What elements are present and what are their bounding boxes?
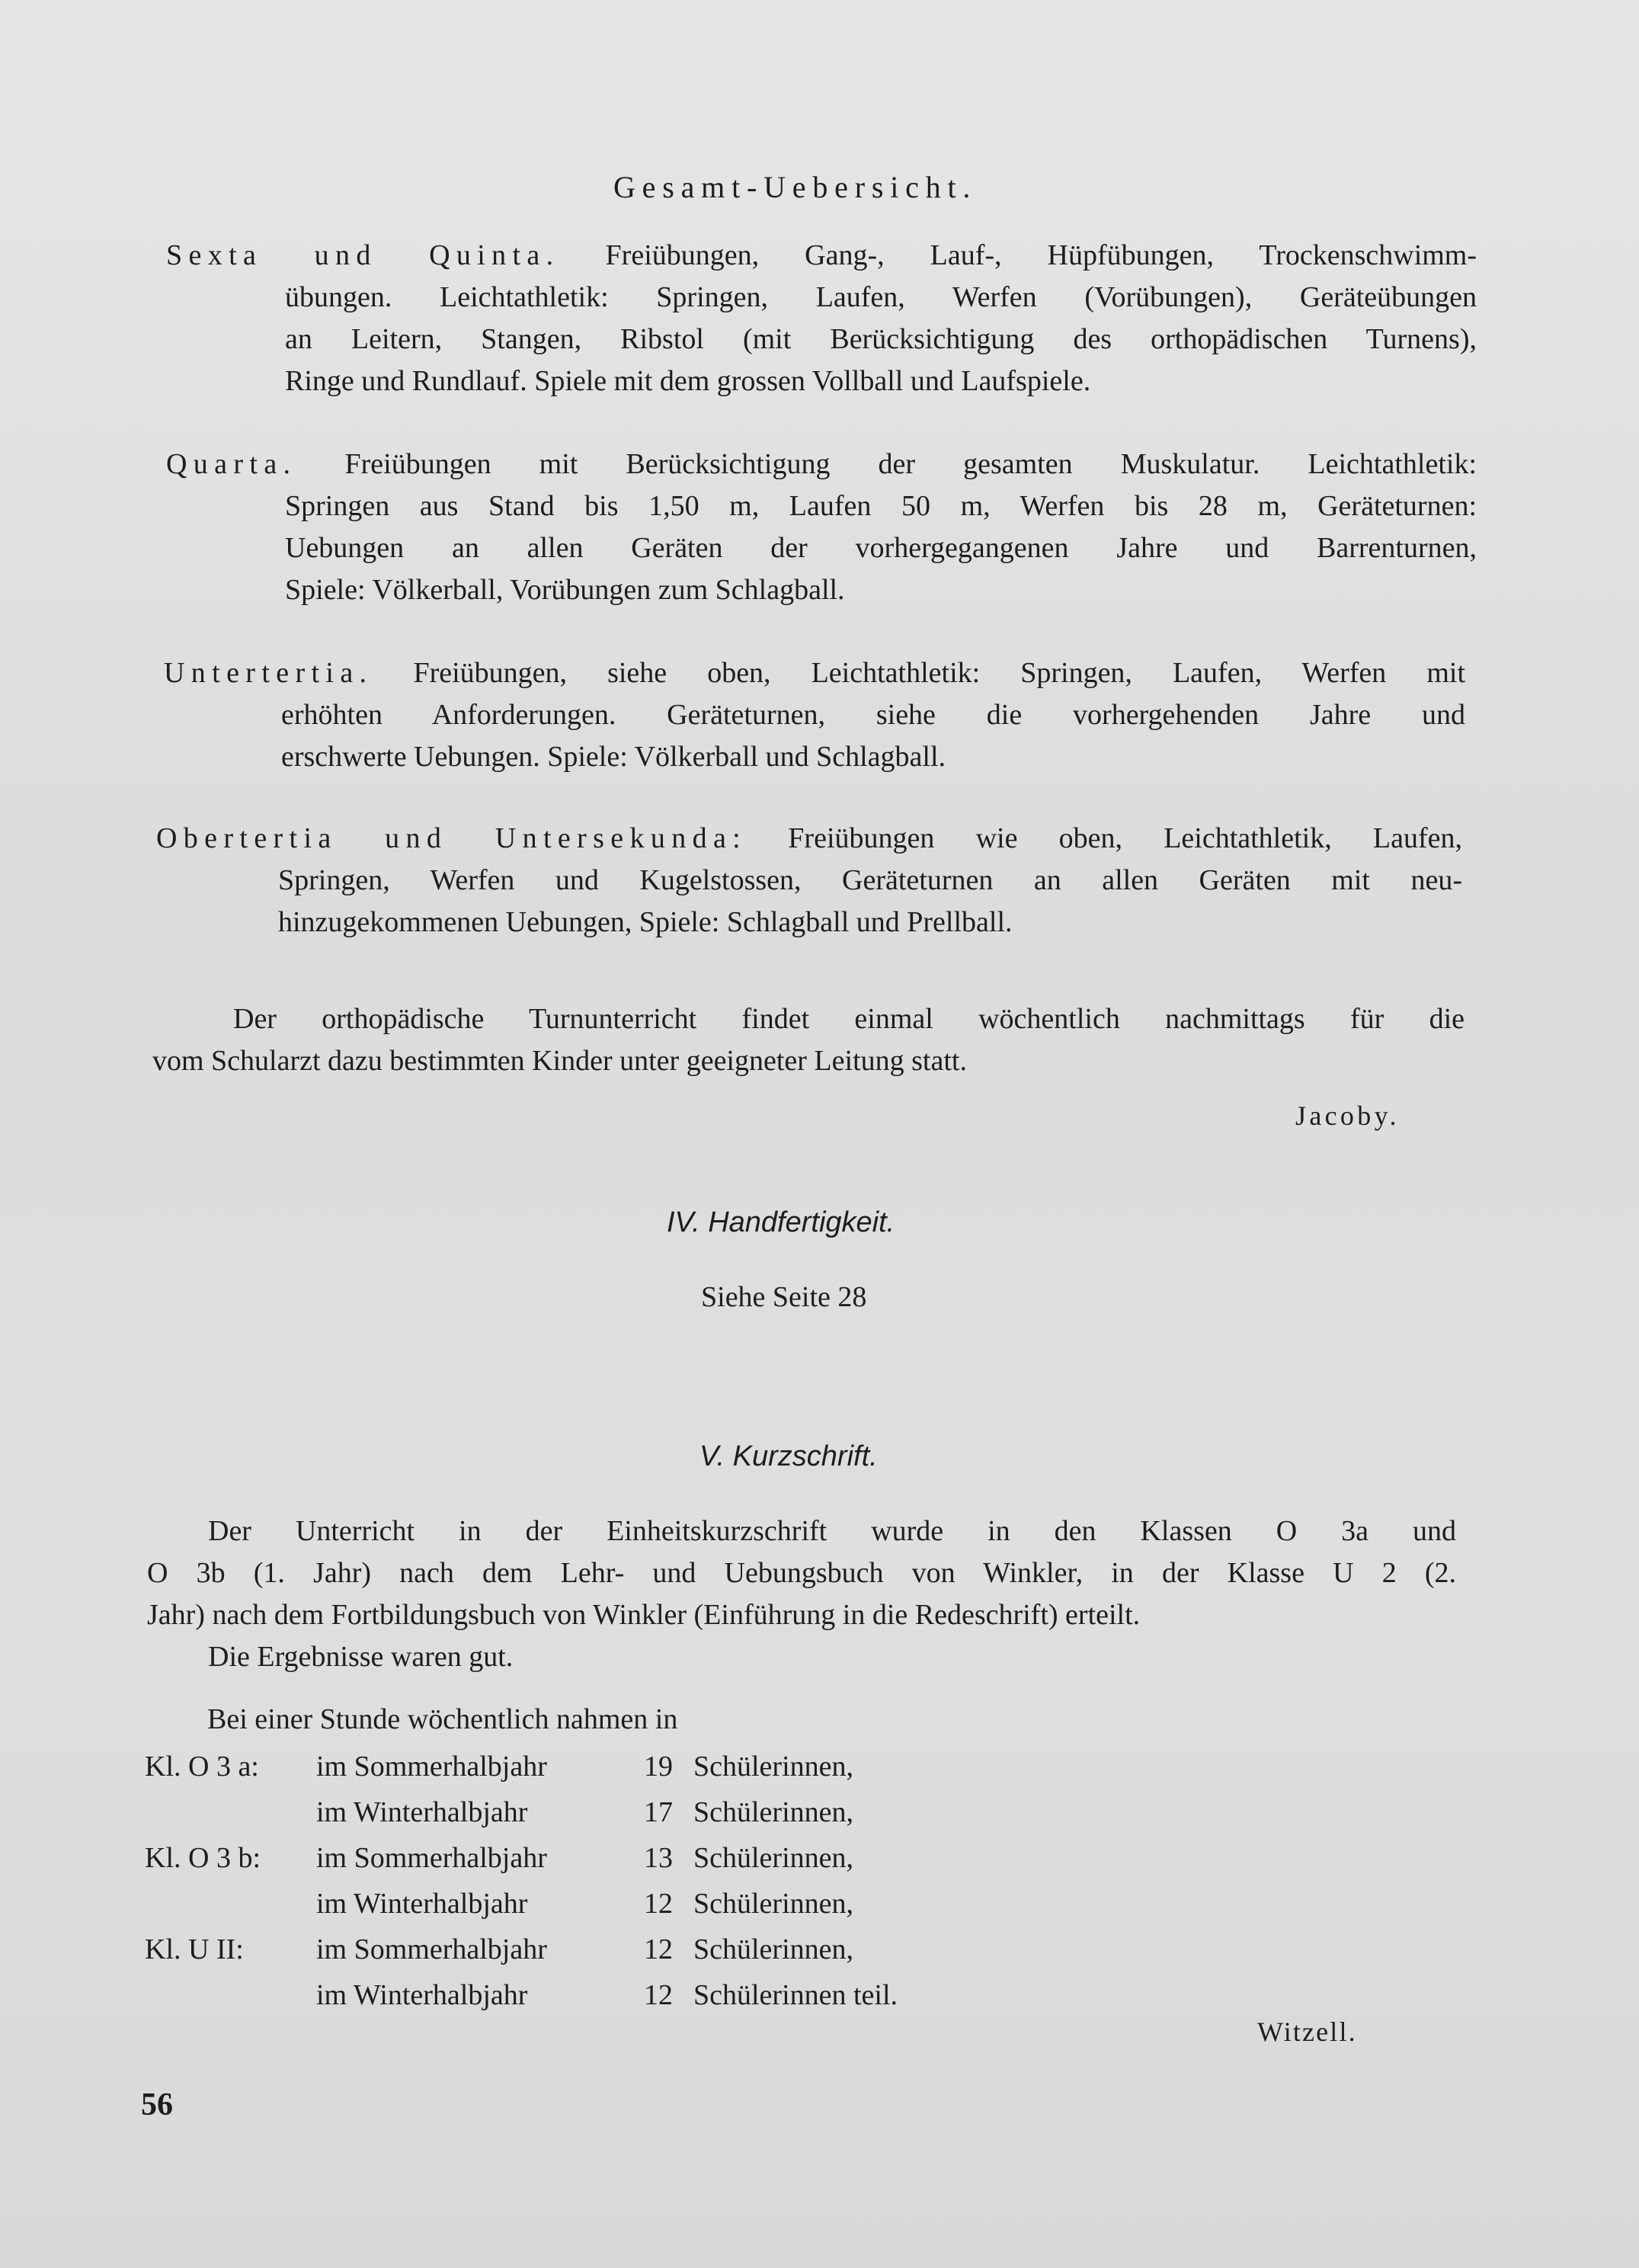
period-cell: im Winterhalbjahr	[316, 1979, 528, 2011]
section-head: Untertertia.	[164, 657, 373, 689]
section-line: erhöhten Anforderungen. Geräteturnen, siehe die vorhergehenden Jahre und	[281, 699, 1465, 731]
section-heading-handfertigkeit: IV. Handfertigkeit.	[667, 1206, 895, 1238]
section-first-line	[156, 818, 1462, 860]
section-head: Quarta.	[166, 448, 297, 480]
ortho-line: Der orthopädische Turnunterricht findet einmal wöchentlich nachmittags für die	[233, 1003, 1465, 1035]
signature-jacoby: Jacoby.	[1295, 1100, 1400, 1131]
section-text: Freiübungen, siehe oben, Leichtathletik: Springen, Laufen, Werfen mit	[413, 657, 1466, 689]
section-head: Sexta und Quinta.	[166, 239, 560, 271]
kurzschrift-line: Der Unterricht in der Einheitskurzschrift wurde in den Klassen O 3a und	[208, 1515, 1456, 1547]
kurzschrift-line: Jahr) nach dem Fortbildungsbuch von Winkler (Einführung in die Redeschrift) erteilt.	[147, 1599, 1141, 1631]
ortho-line: vom Schularzt dazu bestimmten Kinder unter geeigneter Leitung statt.	[152, 1045, 967, 1077]
section-text: Freiübungen wie oben, Leichtathletik, Laufen,	[788, 822, 1463, 854]
unit-cell: Schülerinnen,	[693, 1933, 854, 1965]
attendance-table	[145, 1744, 905, 2018]
section-head: Obertertia und Untersekunda:	[156, 822, 747, 854]
table-row	[145, 1744, 905, 1789]
unit-cell: Schülerinnen,	[693, 1842, 854, 1874]
signature-witzell: Witzell.	[1257, 2017, 1357, 2047]
section-line: Uebungen an allen Geräten der vorhergegangenen Jahre und Barrenturnen,	[285, 532, 1477, 564]
kurzschrift-paragraph	[147, 1510, 1456, 1678]
class-cell: Kl. U II:	[145, 1933, 244, 1965]
section-sexta-quinta	[166, 235, 1477, 402]
count-cell: 12	[644, 1888, 673, 1920]
table-row	[145, 1835, 905, 1881]
count-cell: 19	[644, 1751, 673, 1783]
unit-cell: Schülerinnen,	[693, 1796, 854, 1828]
section-obertertia-untersekunda	[156, 818, 1462, 943]
unit-cell: Schülerinnen teil.	[693, 1979, 898, 2011]
table-row	[145, 1881, 905, 1927]
page-number: 56	[141, 2087, 173, 2122]
section-line: an Leitern, Stangen, Ribstol (mit Berücksichtigung des orthopädischen Turnens),	[285, 323, 1477, 355]
section-line: Springen aus Stand bis 1,50 m, Laufen 50 m, Werfen bis 28 m, Geräteturnen:	[285, 490, 1477, 522]
unit-cell: Schülerinnen,	[693, 1888, 854, 1920]
period-cell: im Winterhalbjahr	[316, 1796, 528, 1828]
class-cell	[145, 1972, 316, 2018]
section-first-line	[164, 652, 1465, 694]
section-line: übungen. Leichtathletik: Springen, Laufen, Werfen (Vorübungen), Geräteübungen	[285, 281, 1477, 313]
section-untertertia	[164, 652, 1465, 778]
count-cell: 13	[644, 1842, 673, 1874]
section-line: Springen, Werfen und Kugelstossen, Geräteturnen an allen Geräten mit neu-	[278, 864, 1462, 896]
table-row	[145, 1789, 905, 1835]
see-page-reference: Siehe Seite 28	[701, 1281, 867, 1313]
section-line: hinzugekommenen Uebungen, Spiele: Schlagball und Prellball.	[278, 906, 1013, 938]
period-cell: im Sommerhalbjahr	[316, 1751, 547, 1783]
section-text: Freiübungen, Gang-, Lauf-, Hüpfübungen, Trockenschwimm-	[605, 239, 1477, 271]
section-heading-kurzschrift: V. Kurzschrift.	[699, 1440, 878, 1472]
ortho-paragraph	[152, 998, 1465, 1082]
section-text: Freiübungen mit Berücksichtigung der gesamten Muskulatur. Leichtathletik:	[344, 448, 1477, 480]
section-line: Ringe und Rundlauf. Spiele mit dem grossen Vollball und Laufspiele.	[285, 365, 1091, 397]
class-cell: Kl. O 3 a:	[145, 1751, 259, 1783]
section-first-line	[166, 235, 1477, 277]
attendance-intro: Bei einer Stunde wöchentlich nahmen in	[207, 1703, 678, 1735]
page-title: Gesamt-Uebersicht.	[613, 170, 978, 204]
table-row	[145, 1972, 905, 2018]
count-cell: 12	[644, 1979, 673, 2011]
kurzschrift-line: O 3b (1. Jahr) nach dem Lehr- und Uebungsbuch von Winkler, in der Klasse U 2 (2.	[147, 1557, 1456, 1589]
class-cell: Kl. O 3 b:	[145, 1842, 261, 1874]
period-cell: im Sommerhalbjahr	[316, 1842, 547, 1874]
period-cell: im Winterhalbjahr	[316, 1888, 528, 1920]
section-line: Spiele: Völkerball, Vorübungen zum Schlagball.	[285, 574, 845, 606]
class-cell	[145, 1881, 316, 1927]
class-cell	[145, 1789, 316, 1835]
kurzschrift-results: Die Ergebnisse waren gut.	[208, 1641, 514, 1673]
unit-cell: Schülerinnen,	[693, 1751, 854, 1783]
section-first-line	[166, 444, 1477, 485]
section-quarta	[166, 444, 1477, 611]
count-cell: 17	[644, 1796, 673, 1828]
table-row	[145, 1927, 905, 1972]
section-line: erschwerte Uebungen. Spiele: Völkerball und Schlagball.	[281, 741, 946, 773]
count-cell: 12	[644, 1933, 673, 1965]
period-cell: im Sommerhalbjahr	[316, 1933, 547, 1965]
